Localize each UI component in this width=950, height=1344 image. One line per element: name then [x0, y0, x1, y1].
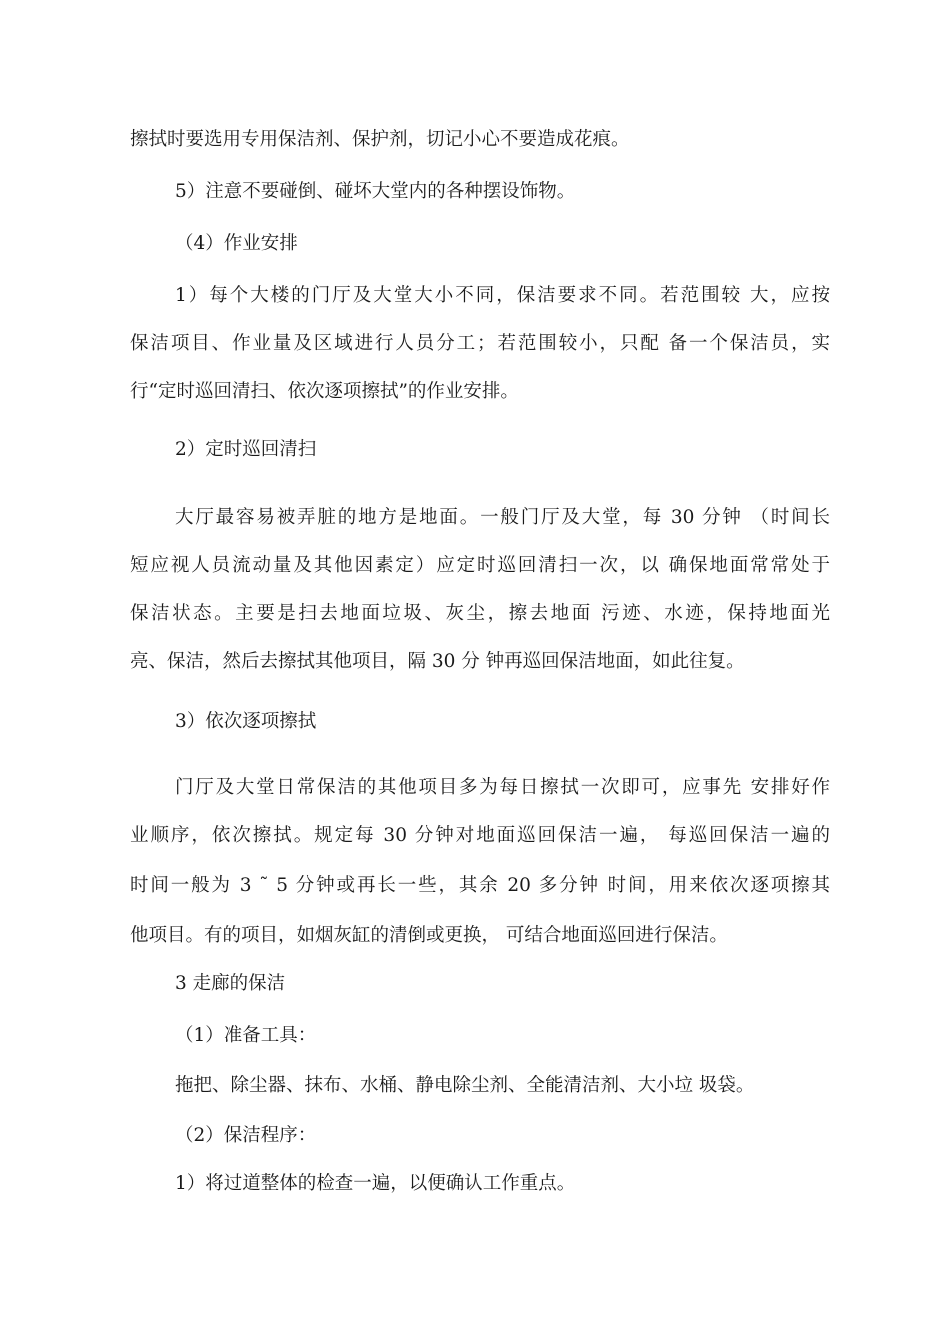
- text-line: 大厅最容易被弄脏的地方是地面。一般门厅及大堂，每 30 分钟 （时间长: [175, 507, 830, 528]
- text-line: 行“定时巡回清扫、依次逐项擦拭”的作业安排。: [130, 381, 519, 402]
- text-line: 他项目。有的项目，如烟灰缸的清倒或更换， 可结合地面巡回进行保洁。: [130, 925, 728, 946]
- text-line: 拖把、除尘器、抹布、水桶、静电除尘剂、全能清洁剂、大小垃 圾袋。: [175, 1075, 755, 1096]
- text-line: 1）每个大楼的门厅及大堂大小不同，保洁要求不同。若范围较 大，应按: [175, 285, 830, 306]
- section-heading: （1）准备工具：: [175, 1025, 317, 1046]
- text-line: 保洁项目、作业量及区域进行人员分工；若范围较小，只配 备一个保洁员，实: [130, 333, 830, 354]
- text-line: 业顺序，依次擦拭。规定每 30 分钟对地面巡回保洁一遍， 每巡回保洁一遍的: [130, 825, 830, 846]
- subsection-heading: 3）依次逐项擦拭: [175, 711, 317, 732]
- text-line: 门厅及大堂日常保洁的其他项目多为每日擦拭一次即可，应事先 安排好作: [175, 777, 830, 798]
- text-line: 时间一般为 3 ˜ 5 分钟或再长一些，其余 20 多分钟 时间，用来依次逐项擦其: [130, 875, 830, 896]
- text-line: 1）将过道整体的检查一遍，以便确认工作重点。: [175, 1173, 576, 1194]
- subsection-heading: 2）定时巡回清扫: [175, 439, 317, 460]
- section-heading: （2）保洁程序：: [175, 1125, 317, 1146]
- text-line: 保洁状态。主要是扫去地面垃圾、灰尘，擦去地面 污迹、水迹，保持地面光: [130, 603, 830, 624]
- text-line: 亮、保洁，然后去擦拭其他项目，隔 30 分 钟再巡回保洁地面，如此往复。: [130, 651, 745, 672]
- section-heading: （4）作业安排: [175, 233, 298, 254]
- text-line: 5）注意不要碰倒、碰坏大堂内的各种摆设饰物。: [175, 181, 576, 202]
- section-heading: 3 走廊的保洁: [175, 973, 286, 994]
- text-line: 擦拭时要选用专用保洁剂、保护剂，切记小心不要造成花痕。: [130, 129, 630, 150]
- text-line: 短应视人员流动量及其他因素定）应定时巡回清扫一次，以 确保地面常常处于: [130, 555, 830, 576]
